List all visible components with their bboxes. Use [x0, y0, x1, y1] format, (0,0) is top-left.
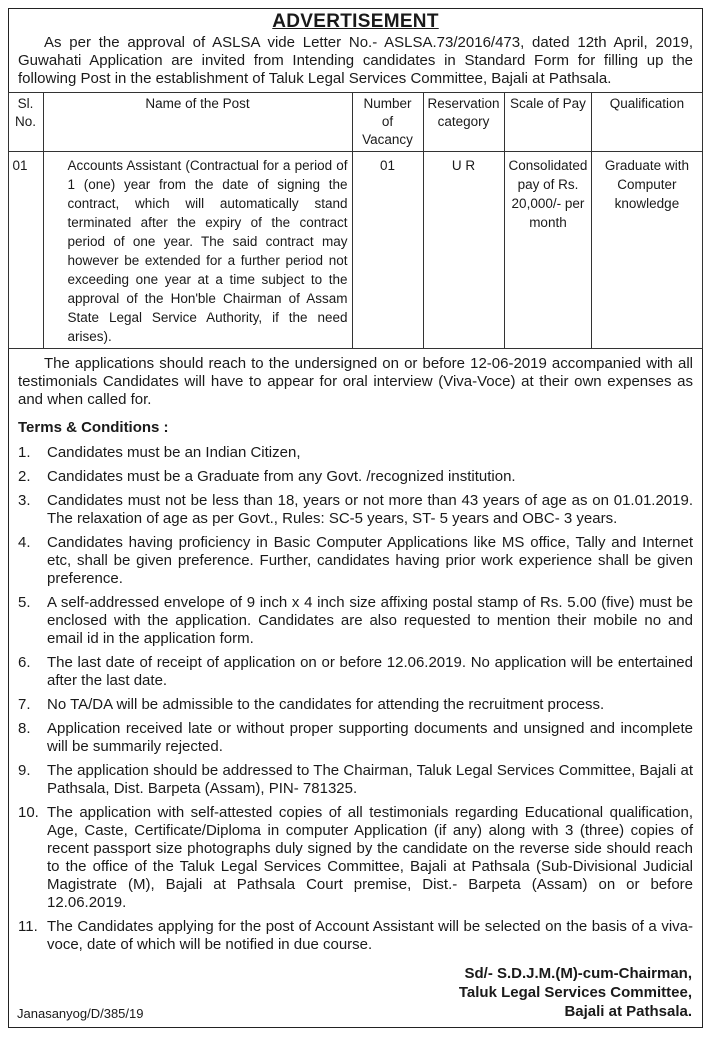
signature-line-1: Sd/- S.D.J.M.(M)-cum-Chairman, [464, 965, 692, 982]
term-text: A self-addressed envelope of 9 inch x 4 inch size affixing postal stamp of Rs. 5.00 (five) must be enclosed with the application. Candidates are also requested to mention their mobile no and email id in the application form. [47, 594, 693, 647]
list-item [18, 534, 693, 588]
list-item [18, 720, 693, 756]
intro-paragraph: As per the approval of ASLSA vide Letter No.- ASLSA.73/2016/473, dated 12th April, 2019, Guwahati Application are invited from Intending candidates in Standard Form for filling up the following Post in the establishment of Taluk Legal Services Committee, Bajali at Pathsala. [18, 34, 693, 87]
list-item [18, 468, 693, 486]
table-row [8, 152, 702, 349]
term-text: Candidates having proficiency in Basic Computer Applications like MS office, Tally and Internet etc, shall be given preference. Further, candidates having prior work experience shall be given preference. [47, 534, 693, 587]
posts-table [8, 92, 703, 349]
list-item [18, 594, 693, 648]
header-post-name: Name of the Post [43, 93, 352, 152]
term-text: Candidates must not be less than 18, years or not more than 43 years of age as on 01.01.2019. The relaxation of age as per Govt., Rules: SC-5 years, ST- 5 years and OBC- 3 years. [47, 492, 693, 527]
terms-list [9, 444, 702, 954]
term-number: 7. [18, 696, 31, 713]
list-item [18, 444, 693, 462]
list-item [18, 696, 693, 714]
term-text: Candidates must be an Indian Citizen, [47, 444, 301, 461]
header-vacancy: Number of Vacancy [352, 93, 423, 152]
list-item [18, 762, 693, 798]
term-number: 8. [18, 720, 31, 737]
reference-number: Janasanyog/D/385/19 [17, 1006, 144, 1021]
signature-line-2: Taluk Legal Services Committee, [458, 984, 692, 1001]
signature-block [459, 964, 692, 1021]
table-header-row [8, 93, 702, 152]
term-text: The application should be addressed to The Chairman, Taluk Legal Services Committee, Bajali at Pathsala, Dist. Barpeta (Assam), PIN- 781325. [47, 762, 693, 797]
terms-heading: Terms & Conditions : [18, 419, 169, 436]
cell-sl: 01 [8, 152, 43, 349]
list-item [18, 654, 693, 690]
signature-line-3: Bajali at Pathsala. [564, 1003, 692, 1020]
header-qualification: Qualification [592, 93, 702, 152]
term-number: 5. [18, 594, 31, 611]
cell-scale: Consolidated pay of Rs. 20,000/- per month [504, 152, 592, 349]
term-text: The application with self-attested copies of all testimonials regarding Educational qualification, Age, Caste, Certificate/Diploma in computer Application (if any) along with 3 (three) copies of recent passport size photographs duly signed by the candidate on the reverse side should reach to the office of the Taluk Legal Services Committee, Bajali at Pathsala (Sub-Divisional Judicial Magistrate (M), Bajali at Pathsala Court premise, Dist.- Barpeta (Assam) on or before 12.06.2019. [47, 804, 693, 911]
cell-post-name: Accounts Assistant (Contractual for a period of 1 (one) year from the date of signing the contract, which will automatically stand terminated after the expiry of the contract period of one year. The said contract may however be extended for a further period not exceeding one year at a time subject to the approval of the Hon'ble Chairman of Assam State Legal Service Authority, if the need arises). [43, 152, 352, 349]
term-text: The Candidates applying for the post of Account Assistant will be selected on the basis of a viva- voce, date of which will be notified in due course. [47, 918, 693, 953]
term-number: 11. [18, 918, 38, 935]
term-text: Application received late or without proper supporting documents and unsigned and incomplete will be summarily rejected. [47, 720, 693, 755]
header-scale: Scale of Pay [504, 93, 592, 152]
term-text: Candidates must be a Graduate from any Govt. /recognized institution. [47, 468, 516, 485]
term-text: No TA/DA will be admissible to the candidates for attending the recruitment process. [47, 696, 605, 713]
list-item [18, 804, 693, 912]
applications-paragraph: The applications should reach to the undersigned on or before 12-06-2019 accompanied with all testimonials Candidates will have to appear for oral interview (Viva-Voce) at their own expenses as and when called for. [18, 355, 693, 408]
cell-reservation: U R [423, 152, 504, 349]
list-item [18, 492, 693, 528]
header-sl-no: Sl. No. [8, 93, 43, 152]
advertisement-title: ADVERTISEMENT [272, 11, 439, 32]
term-number: 3. [18, 492, 31, 509]
term-number: 4. [18, 534, 31, 551]
term-number: 10. [18, 804, 39, 821]
term-number: 1. [18, 444, 31, 461]
list-item [18, 918, 693, 954]
term-number: 6. [18, 654, 31, 671]
cell-qualification: Graduate with Computer knowledge [592, 152, 702, 349]
advertisement [8, 8, 703, 1028]
header-reservation: Reservation category [423, 93, 504, 152]
term-number: 9. [18, 762, 31, 779]
term-number: 2. [18, 468, 31, 485]
term-text: The last date of receipt of application on or before 12.06.2019. No application will be entertained after the last date. [47, 654, 693, 689]
cell-vacancy: 01 [352, 152, 423, 349]
